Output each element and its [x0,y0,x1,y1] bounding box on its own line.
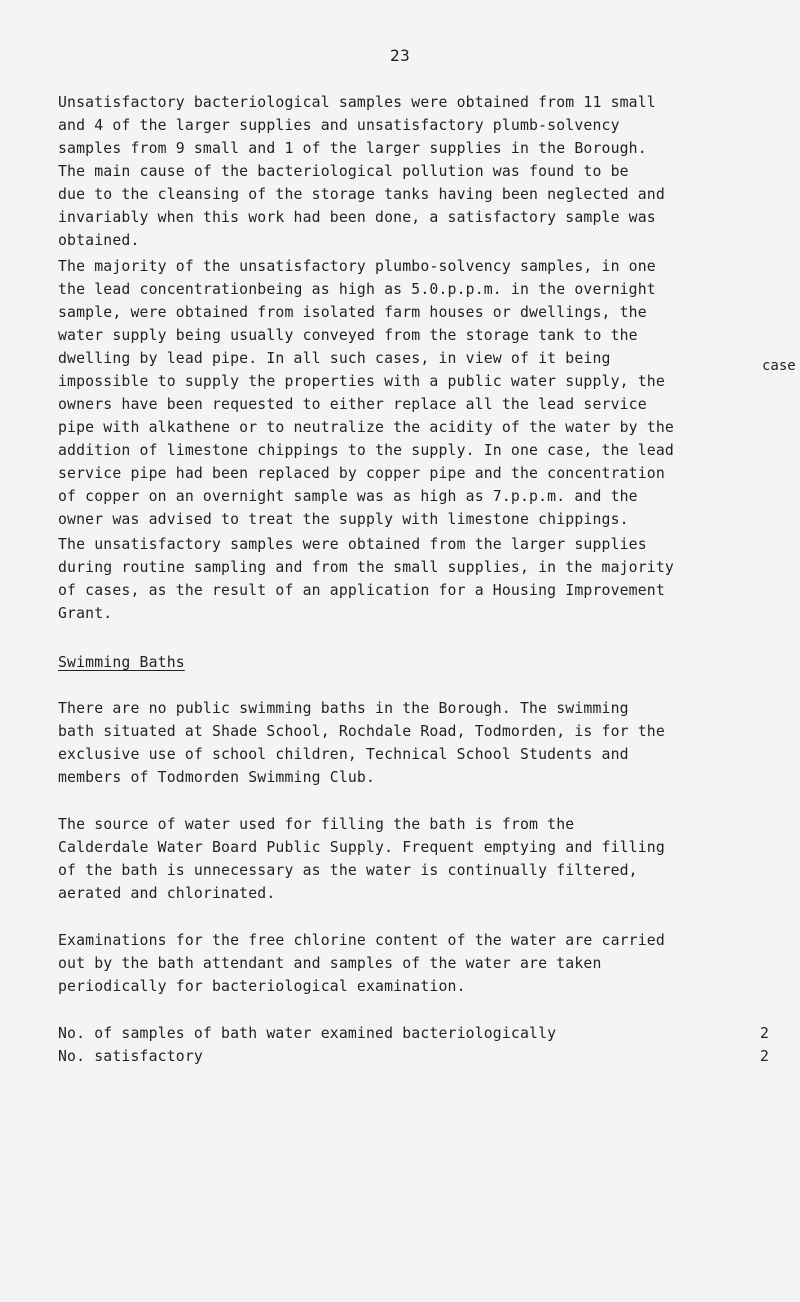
para5-line: Calderdale Water Board Public Supply. Frequent emptying and filling [58,839,665,856]
count-label: No. satisfactory [58,1048,203,1065]
para1-line: due to the cleansing of the storage tanks having been neglected and [58,186,665,203]
para4-line: exclusive use of school children, Technical School Students and [58,746,629,763]
para1-line: The main cause of the bacteriological pollution was found to be [58,163,629,180]
para1-line: samples from 9 small and 1 of the larger supplies in the Borough. [58,140,647,157]
margin-note: case [762,358,796,374]
para1-line: obtained. [58,232,140,249]
para2-line: owner was advised to treat the supply with limestone chippings. [58,511,629,528]
para3-line: during routine sampling and from the small supplies, in the majority [58,559,674,576]
count-value: 2 [760,1025,769,1042]
para4-line: members of Todmorden Swimming Club. [58,769,376,786]
para2-line: water supply being usually conveyed from the storage tank to the [58,327,638,344]
para2-line: pipe with alkathene or to neutralize the acidity of the water by the [58,419,674,436]
para2-line: impossible to supply the properties with a public water supply, the [58,373,665,390]
para2-line: owners have been requested to either replace all the lead service [58,396,647,413]
para2-line: of copper on an overnight sample was as high as 7.p.p.m. and the [58,488,638,505]
para2-line: the lead concentrationbeing as high as 5.0.p.p.m. in the overnight [58,281,656,298]
para2-line: sample, were obtained from isolated farm houses or dwellings, the [58,304,647,321]
para4-line: bath situated at Shade School, Rochdale Road, Todmorden, is for the [58,723,665,740]
para5-line: aerated and chlorinated. [58,885,276,902]
count-label: No. of samples of bath water examined bacteriologically [58,1025,557,1042]
para2-line: service pipe had been replaced by copper pipe and the concentration [58,465,665,482]
para6-line: out by the bath attendant and samples of the water are taken [58,955,602,972]
para6-line: Examinations for the free chlorine content of the water are carried [58,932,665,949]
para5-line: The source of water used for filling the bath is from the [58,816,575,833]
para4-line: There are no public swimming baths in the Borough. The swimming [58,700,629,717]
count-value: 2 [760,1048,769,1065]
para2-line: dwelling by lead pipe. In all such cases, in view of it being [58,350,611,367]
para3-line: of cases, as the result of an application for a Housing Improvement [58,582,665,599]
para1-line: and 4 of the larger supplies and unsatisfactory plumb-solvency [58,117,620,134]
page-number: 23 [390,46,411,65]
para3-line: Grant. [58,605,113,622]
para5-line: of the bath is unnecessary as the water is continually filtered, [58,862,638,879]
section-heading: Swimming Baths [58,654,185,671]
para6-line: periodically for bacteriological examination. [58,978,466,995]
para2-line: addition of limestone chippings to the supply. In one case, the lead [58,442,674,459]
para1-line: invariably when this work had been done, a satisfactory sample was [58,209,656,226]
para2-line: The majority of the unsatisfactory plumbo-solvency samples, in one [58,258,656,275]
para1-line: Unsatisfactory bacteriological samples were obtained from 11 small [58,94,656,111]
para3-line: The unsatisfactory samples were obtained from the larger supplies [58,536,647,553]
